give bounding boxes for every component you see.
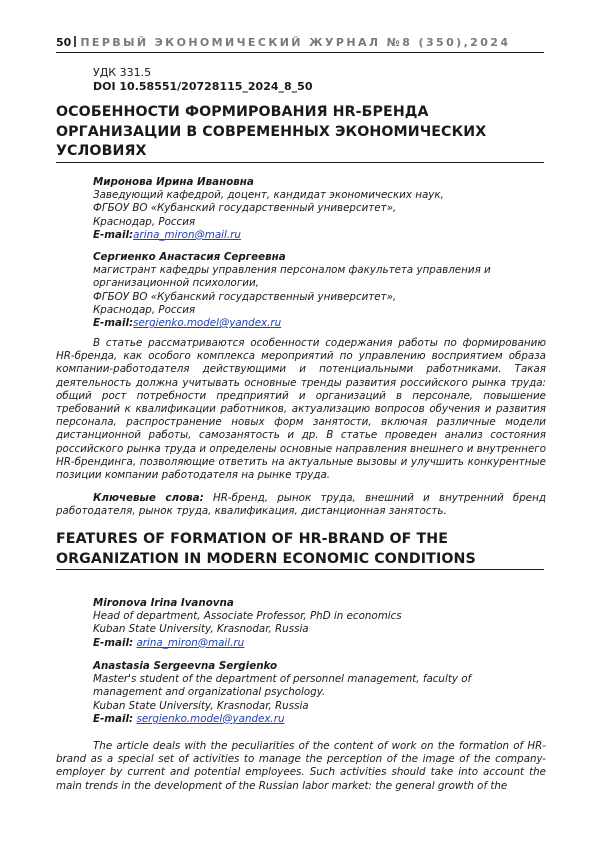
author-affiliation-line: Заведующий кафедрой, доцент, кандидат экономических наук, [93, 189, 444, 202]
abstract-ru: В статье рассматриваются особенности содержания работы по формированию HR-бренда, как особого комплекса мероприятий по управлению восприятием образа компании-работодателя действующими и потенциальными работниками. Такая деятельность должна учитывать основные тренды развития российского рынка труда: общий рост потребности предприятий и организаций в персонале, повышение требований к квалификации работников, актуализацию вопросов обучения и развития персонала, распространение новых форм занятости, включая различные модели дистанционной работы, самозанятость и др. В статье проведен анализ состояния российского рынка труда и определены основные направления внешнего и внутреннего HR-брендинга, позволяющие ответить на актуальные вызовы и улучшить конкурентные позиции компании работодателя на рынке труда. [56, 337, 546, 482]
email-label: E-mail: [93, 317, 134, 330]
udc-code: УДК 331.5 [93, 66, 152, 79]
running-head [56, 36, 544, 49]
author-affiliation-line: ФГБОУ ВО «Кубанский государственный университет», [93, 202, 397, 215]
email-link[interactable]: sergienko.model@yandex.ru [136, 712, 285, 725]
author-affiliation-line: ФГБОУ ВО «Кубанский государственный университет», [93, 290, 397, 303]
email-label: E-mail: [93, 712, 134, 725]
author-ru-1 [93, 176, 523, 242]
keywords-ru [56, 492, 546, 518]
author-affiliation-line: Краснодар, Россия [93, 215, 196, 228]
author-affiliation-line: Master's student of the department of personnel management, faculty of [93, 673, 472, 686]
author-en-1 [93, 597, 523, 650]
title-rule-en [56, 569, 544, 570]
email-link[interactable]: sergienko.model@yandex.ru [133, 317, 282, 330]
author-name: Mironova Irina Ivanovna [93, 597, 234, 609]
journal-title: ПЕРВЫЙ ЭКОНОМИЧЕСКИЙ ЖУРНАЛ №8 (350),2024 [80, 36, 511, 49]
author-name: Миронова Ирина Ивановна [93, 176, 254, 188]
keywords-label: Ключевые слова: [93, 492, 204, 504]
email-link[interactable]: arina_miron@mail.ru [133, 228, 241, 241]
doi: DOI 10.58551/20728115_2024_8_50 [93, 80, 313, 93]
author-affiliation-line: Краснодар, Россия [93, 303, 196, 316]
author-affiliation-line: management and organizational psychology. [93, 686, 326, 699]
email-link[interactable]: arina_miron@mail.ru [136, 636, 245, 649]
article-meta [93, 66, 312, 94]
abstract-en: The article deals with the peculiarities of the content of work on the formation of HR-brand as a special set of activities to manage the perception of the image of the company-employer by current and potential employees. Such activities should take into account the main trends in the development of the Russian labor market: the general growth of the [56, 740, 546, 792]
title-ru: ОСОБЕННОСТИ ФОРМИРОВАНИЯ HR-БРЕНДА ОРГАНИЗАЦИИ В СОВРЕМЕННЫХ ЭКОНОМИЧЕСКИХ УСЛОВИЯХ [56, 104, 487, 159]
author-affiliation-line: организационной психологии, [93, 277, 259, 290]
author-name: Сергиенко Анастасия Сергеевна [93, 251, 286, 263]
author-affiliation-line: магистрант кафедры управления персоналом факультета управления и [93, 264, 491, 277]
keywords-text: HR-бренд, рынок труда, внешний и внутренний бренд работодателя, рынок труда, квалификация, дистанционная занятость. [56, 492, 546, 518]
author-ru-2 [93, 251, 523, 330]
author-affiliation-line: Head of department, Associate Professor, PhD in economics [93, 610, 402, 623]
title-rule-ru [56, 162, 544, 163]
author-affiliation-line: Kuban State University, Krasnodar, Russia [93, 699, 309, 712]
author-affiliation-line: Kuban State University, Krasnodar, Russia [93, 623, 309, 636]
header-rule [56, 52, 544, 53]
author-name: Anastasia Sergeevna Sergienko [93, 660, 278, 672]
title-en: FEATURES OF FORMATION OF HR-BRAND OF THE ORGANIZATION IN MODERN ECONOMIC CONDITIONS [56, 531, 476, 567]
email-label: E-mail: [93, 228, 134, 241]
page-number: 50 [56, 36, 72, 49]
header-separator [74, 36, 76, 47]
author-en-2 [93, 660, 523, 726]
email-label: E-mail: [93, 636, 134, 649]
